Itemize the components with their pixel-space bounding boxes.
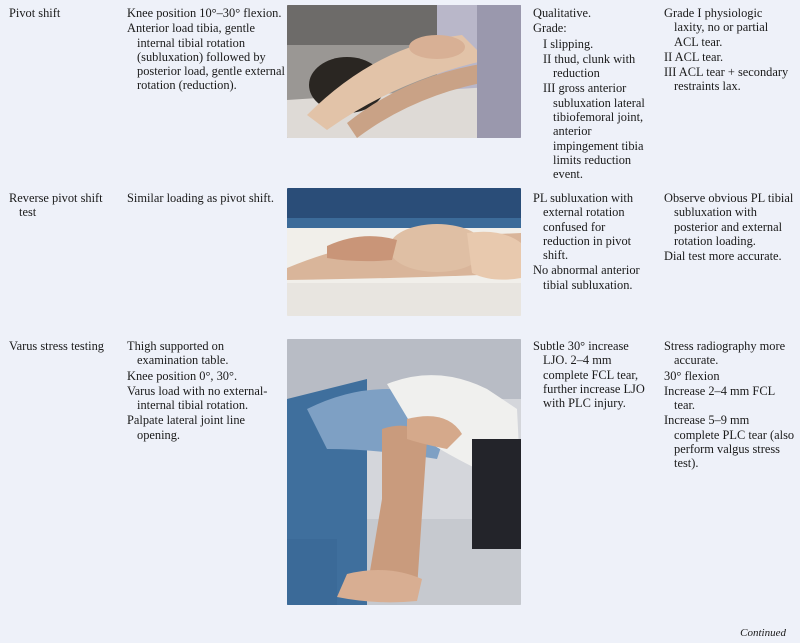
row1-technique	[127, 6, 285, 93]
continued-label: Continued	[740, 627, 786, 639]
technique-line: Varus load with no external-internal tibial rotation.	[127, 383, 268, 413]
pivot-shift-photo	[287, 5, 521, 138]
finding-line: No abnormal anterior tibial subluxation.	[533, 263, 640, 292]
technique-line: Knee position 10°–30° flexion.	[127, 6, 282, 20]
row3-technique	[127, 339, 279, 442]
technique-line: Knee position 0°, 30°.	[127, 368, 238, 383]
test-name-text: Pivot shift	[9, 6, 61, 20]
finding-line: II thud, clunk with reduction	[543, 51, 636, 81]
row2-test-name	[9, 191, 119, 220]
interpretation-line: Stress radiography more accurate.	[664, 339, 786, 368]
row3-findings	[533, 339, 655, 410]
technique-line: Palpate lateral joint line opening.	[127, 413, 246, 442]
finding-line: Qualitative.	[533, 6, 592, 20]
technique-line: Thigh supported on examination table.	[127, 339, 229, 368]
interpretation-line: Dial test more accurate.	[664, 249, 782, 264]
interpretation-line: Increase 2–4 mm FCL tear.	[664, 383, 775, 413]
finding-line: PL subluxation with external rotation confused for reduction in pivot shift.	[533, 191, 634, 263]
reverse-pivot-shift-photo	[287, 188, 521, 316]
interpretation-line: 30° flexion	[664, 368, 720, 383]
row1-findings	[533, 6, 655, 182]
test-name-text: Varus stress testing	[9, 339, 104, 353]
row2-technique	[127, 191, 277, 205]
varus-stress-photo	[287, 339, 521, 605]
interpretation-line: II ACL tear.	[664, 49, 724, 64]
row3-interpretation	[664, 339, 796, 471]
interpretation-line: Grade I physiologic laxity, no or partial ACL tear.	[664, 6, 769, 49]
row2-interpretation	[664, 191, 796, 263]
row3-test-name	[9, 339, 125, 353]
row1-interpretation	[664, 6, 792, 94]
row2-findings	[533, 191, 655, 292]
finding-line: III gross anterior subluxation lateral tibiofemoral joint, anterior impingement tibia limits reduction event.	[543, 81, 645, 182]
interpretation-line: III ACL tear + secondary restraints lax.	[664, 65, 789, 94]
technique-line: Similar loading as pivot shift.	[127, 191, 274, 205]
technique-line: Anterior load tibia, gentle internal tibial rotation (subluxation) followed by posterior load, gentle external rotation (reduction).	[127, 21, 285, 93]
finding-line: Grade:	[533, 21, 567, 36]
test-name-text: Reverse pivot shift test	[9, 191, 103, 220]
interpretation-line: Observe obvious PL tibial subluxation with posterior and external rotation loading.	[664, 191, 794, 248]
interpretation-line: Increase 5–9 mm complete PLC tear (also perform valgus stress test).	[664, 413, 795, 471]
finding-line: I slipping.	[543, 36, 594, 51]
row1-test-name	[9, 6, 119, 20]
finding-line: Subtle 30° increase LJO. 2–4 mm complete FCL tear, further increase LJO with PLC injury.	[533, 339, 645, 411]
